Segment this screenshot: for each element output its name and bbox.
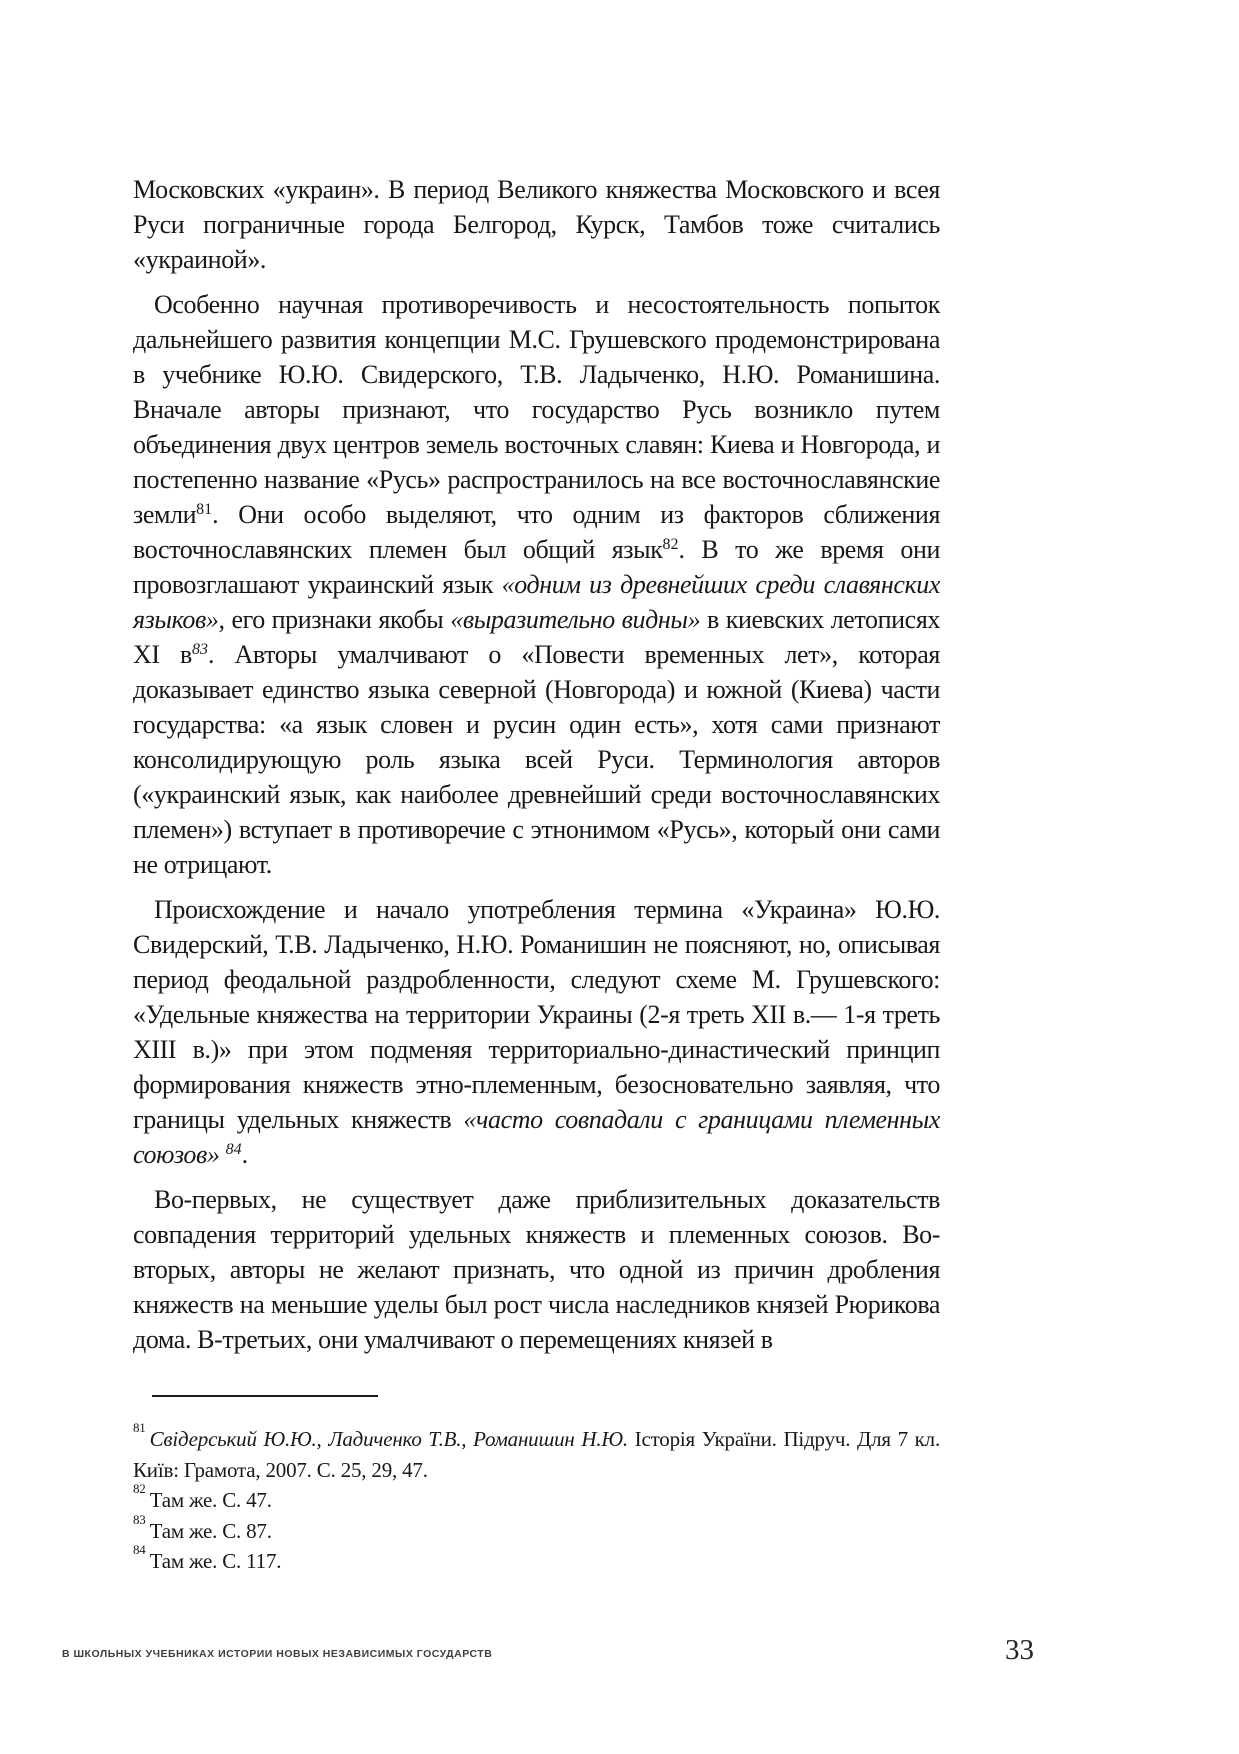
paragraph: Происхождение и начало употребления термина «Украина» Ю.Ю. Свидерский, Т.В. Ладыченко, Н.Ю. Романишин не поясняют, но, описывая период феодальной раздробленности, следуют схеме М. Грушевского: «Удельные княжества на территории Украины (2-я треть XII в.— 1-я треть XIII в.)» при этом подменяя территориально-династический принцип формирования княжеств этно-племенным, безосновательно заявляя, что границы удельных княжеств «часто совпадали с границами племенных союзов» $^{84}$. bbox=[133, 895, 940, 1169]
footnote: $^{84}$ Там же. С. 117. bbox=[133, 1542, 282, 1573]
footnote: $^{82}$ Там же. С. 47. bbox=[133, 1481, 272, 1512]
running-footer-title: В ШКОЛЬНЫХ УЧЕБНИКАХ ИСТОРИИ НОВЫХ НЕЗАВИСИМЫХ ГОСУДАРСТВ bbox=[62, 1648, 493, 1660]
footnotes-section bbox=[133, 1420, 941, 1577]
document-body bbox=[133, 172, 940, 1367]
footnote: $^{83}$ Там же. С. 87. bbox=[133, 1511, 272, 1543]
emphasis-text: «одним из древнейших среди славянских языков», bbox=[133, 570, 940, 634]
emphasis-text: «выразительно видны» bbox=[450, 605, 701, 634]
footnote-marker: 81 bbox=[133, 1420, 146, 1435]
superscript-ref: 84 bbox=[225, 1141, 242, 1158]
footnote-marker: 83 bbox=[133, 1511, 146, 1527]
superscript-ref: 82 bbox=[662, 536, 679, 553]
paragraph: Особенно научная противоречивость и несостоятельность попыток дальнейшего развития концепции М.С. Грушевского продемонстрирована в учебнике Ю.Ю. Свидерского, Т.В. Ладыченко, Н.Ю. Романишина. Вначале авторы признают, что государство Русь возникло путем объединения двух центров земель восточных славян: Киева и Новгорода, и постепенно название «Русь» распространилось на все восточнославянские земли$^{81}$. Они особо выделяют, что одним из факторов сближения восточнославянских племен был общий язык$^{82}$. В то же время они провозглашают украинский язык «одним из древнейших среди славянских языков», его признаки якобы «выразительно видны» в киевских летописях XI $в^{83}$. Авторы умалчивают о «Повести временных лет», которая доказывает единство языка северной (Новгорода) и южной (Киева) части государства: «а язык словен и русин один есть», хотя сами признают консолидирующую роль языка всей Руси. Терминология авторов («украинский язык, как наиболее древнейший среди восточнославянских племен») вступает в противоречие с этнонимом «Русь», который они сами не отрицают. bbox=[133, 290, 940, 879]
footnote-separator bbox=[152, 1395, 378, 1397]
page-number: 33 bbox=[1005, 1634, 1034, 1666]
superscript-ref: 81 bbox=[196, 501, 213, 518]
superscript-ref: 83 bbox=[191, 641, 208, 658]
paragraph: Московских «украин». В период Великого княжества Московского и всея Руси пограничные города Белгород, Курск, Тамбов тоже считались «украиной». bbox=[133, 175, 940, 274]
footnote-marker: 84 bbox=[133, 1542, 146, 1557]
footnote: $^{81}$ Свідерський Ю.Ю., Ладиченко Т.В., Романишин Н.Ю. Історія України. Підруч. Для 7 кл. Київ: Грамота, 2007. С. 25, 29, 47. bbox=[133, 1420, 941, 1482]
paragraph: Во-первых, не существует даже приблизительных доказательств совпадения территорий удельных княжеств и племенных союзов. Во-вторых, авторы не желают признать, что одной из причин дробления княжеств на меньшие уделы был рост числа наследников князей Рюрикова дома. В-третьих, они умалчивают о перемещениях князей в bbox=[133, 1185, 940, 1354]
emphasis-text: «часто совпадали с границами племенных союзов» bbox=[133, 1105, 940, 1169]
footnote-marker: 82 bbox=[133, 1481, 146, 1496]
emphasis-text: Свідерський Ю.Ю., Ладиченко Т.В., Романишин Н.Ю. bbox=[149, 1427, 628, 1451]
